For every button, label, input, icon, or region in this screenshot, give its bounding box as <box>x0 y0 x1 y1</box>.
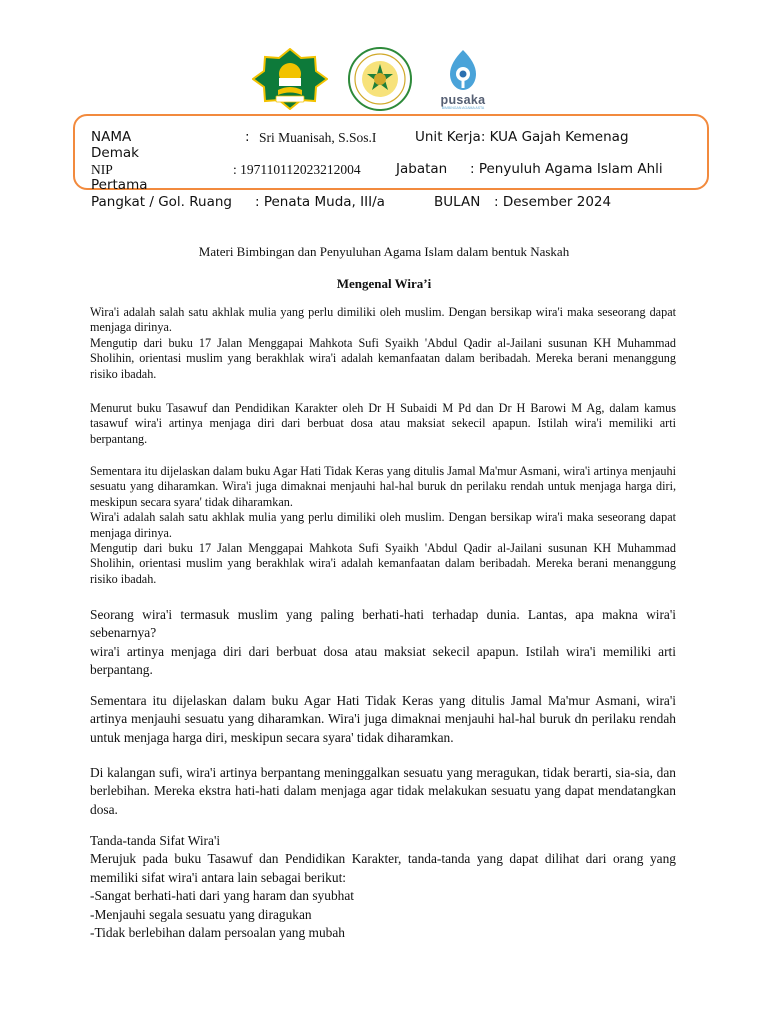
unit-kerja-wrap: Demak <box>91 145 139 161</box>
paragraph-3 <box>90 464 676 587</box>
sign-item: -Tidak berlebihan dalam persoalan yang mubah <box>90 925 345 941</box>
paragraph-5 <box>90 692 676 747</box>
paragraph-text: Di kalangan sufi, wira'i artinya berpantang meninggalkan sesuatu yang meragukan, tidak berarti, sia-sia, dan berlebihan. Mereka ekstra hati-hati dalam menjaga agar tidak melakukan sesuatu yang dapat mendatangkan dosa. <box>90 765 676 817</box>
jabatan-wrap: Pertama <box>91 177 148 193</box>
paragraph-4 <box>90 606 676 680</box>
signs-intro: Merujuk pada buku Tasawuf dan Pendidikan Karakter, tanda-tanda yang dapat dilihat dari orang yang memiliki sifat wira'i antara lain sebagai berikut: <box>90 851 676 885</box>
paragraph-text: Menurut buku Tasawuf dan Pendidikan Karakter oleh Dr H Subaidi M Pd dan Dr H Barowi M Ag, dalam kamus tasawuf wira'i artinya menjaga diri dari berbuat dosa atau maksiat sekecil apapun. Istilah wira'i memiliki arti berpantang. <box>90 401 676 446</box>
paragraph-text: Seorang wira'i termasuk muslim yang paling berhati-hati terhadap dunia. Lantas, apa makna wira'i sebenarnya? <box>90 607 676 641</box>
pusaka-wordmark: pusaka <box>440 93 486 107</box>
nama-colon: : <box>245 129 250 145</box>
unit-kerja: Unit Kerja: KUA Gajah Kemenag <box>415 129 629 145</box>
bulan-value: : Desember 2024 <box>494 194 612 210</box>
paragraph-text: Mengutip dari buku 17 Jalan Menggapai Mahkota Sufi Syaikh 'Abdul Qadir al-Jailani susunan KH Muhammad Sholihin, orientasi muslim yang berakhlak wira'i adalah kemanfaatan dalam beribadah. Mereka berani menanggung risiko ibadah. <box>90 541 676 586</box>
paragraph-text: Wira'i adalah salah satu akhlak mulia yang perlu dimiliki oleh muslim. Dengan bersikap wira'i maka seseorang dapat menjaga dirinya. <box>90 510 676 540</box>
pusaka-tagline: BIMBINGAN AGAMA ASTA <box>441 106 485 110</box>
pusaka-logo <box>432 48 494 110</box>
paragraph-text: wira'i artinya menjaga diri dari berbuat dosa atau maksiat sekecil apapun. Istilah wira'i memiliki arti berpantang. <box>90 643 676 678</box>
jabatan-value: : Penyuluh Agama Islam Ahli <box>470 161 663 177</box>
identity-box <box>73 114 709 190</box>
paragraph-6 <box>90 764 676 819</box>
pangkat-value: : Penata Muda, III/a <box>255 194 385 210</box>
signs-heading: Tanda-tanda Sifat Wira'i <box>90 833 221 848</box>
bulan-label: BULAN <box>434 194 481 210</box>
jabatan-label: Jabatan <box>396 161 448 177</box>
paragraph-1 <box>90 305 676 382</box>
paragraph-text: Sementara itu dijelaskan dalam buku Agar Hati Tidak Keras yang ditulis Jamal Ma'mur Asmani, wira'i artinya menjauhi sesuatu yang diharamkan. Wira'i juga dimaknai menjauhi hal-hal buruk dn perilaku rendah untuk menjaga harga diri, meskipun secara syara' tidak diharamkan. <box>90 693 676 745</box>
pusaka-mark-icon <box>432 48 494 94</box>
nip-label: NIP <box>91 162 113 177</box>
pangkat-label: Pangkat / Gol. Ruang <box>91 194 232 210</box>
kua-logo <box>342 46 418 112</box>
sign-item: -Menjauhi segala sesuatu yang diragukan <box>90 906 312 922</box>
logo-row <box>250 44 500 112</box>
kemenag-logo <box>252 48 328 110</box>
nama-label: NAMA <box>91 129 132 145</box>
sign-item: -Sangat berhati-hati dari yang haram dan syubhat <box>90 888 355 904</box>
document-heading: Materi Bimbingan dan Penyuluhan Agama Islam dalam bentuk Naskah <box>198 244 570 259</box>
document-title: Mengenal Wira’i <box>336 276 432 291</box>
paragraph-text: Wira'i adalah salah satu akhlak mulia yang perlu dimiliki oleh muslim. Dengan bersikap wira'i maka seseorang dapat menjaga dirinya. <box>90 305 676 335</box>
signs-section <box>90 832 676 942</box>
paragraph-text: Sementara itu dijelaskan dalam buku Agar Hati Tidak Keras yang ditulis Jamal Ma'mur Asmani, wira'i artinya menjauhi sesuatu yang diharamkan. Wira'i juga dimaknai menjauhi hal-hal buruk dn perilaku rendah untuk menjaga harga diri, meskipun secara syara' tidak diharamkan. <box>90 464 676 509</box>
paragraph-2 <box>90 401 676 447</box>
paragraph-text: Mengutip dari buku 17 Jalan Menggapai Mahkota Sufi Syaikh 'Abdul Qadir al-Jailani susunan KH Muhammad Sholihin, orientasi muslim yang berakhlak wira'i adalah kemanfaatan dalam beribadah. Mereka berani menanggung risiko ibadah. <box>90 335 676 381</box>
nama-value: Sri Muanisah, S.Sos.I <box>259 130 377 145</box>
nip-value: : 197110112023212004 <box>233 162 361 177</box>
